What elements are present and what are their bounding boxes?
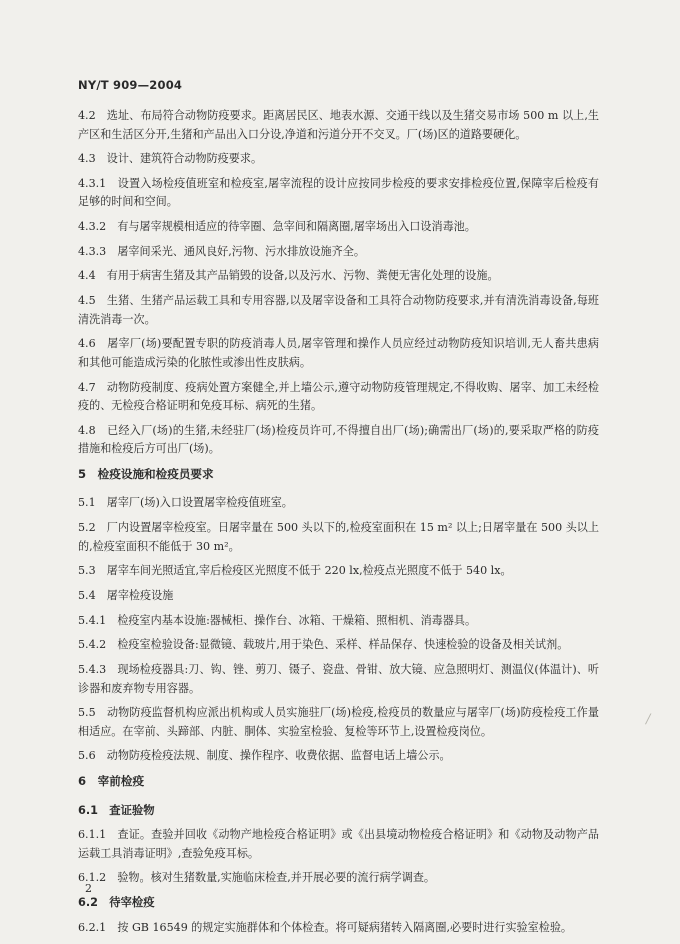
clause-paragraph: 4.8 已经入厂(场)的生猪,未经驻厂(场)检疫员许可,不得擅自出厂(场);确需出厂(场)的,要采取严格的防疫措施和检疫后方可出厂(场)。 (78, 423, 599, 456)
clause-paragraph: 6.2.1 按 GB 16549 的规定实施群体和个体检查。将可疑病猪转入隔离圈,必要时进行实验室检验。 (78, 920, 573, 934)
clause-paragraph: 5.4 屠宰检疫设施 (78, 588, 174, 602)
clause-paragraph: 5.1 屠宰厂(场)入口设置屠宰检疫值班室。 (78, 496, 293, 510)
clause-paragraph: 4.5 生猪、生猪产品运载工具和专用容器,以及屠宰设备和工具符合动物防疫要求,并有清洗消毒设备,每班清洗消毒一次。 (78, 294, 599, 326)
clause-paragraph: 4.3.1 设置入场检疫值班室和检疫室,屠宰流程的设计应按同步检疫的要求安排检疫位置,保障宰后检疫有足够的时间和空间。 (78, 176, 599, 209)
margin-mark: / (646, 712, 651, 727)
clause-paragraph: 5.5 动物防疫监督机构应派出机构或人员实施驻厂(场)检疫,检疫员的数量应与屠宰厂(场)防疫检疫工作量相适应。在宰前、头蹄部、内脏、胴体、实验室检验、复检等环节上,设置检疫岗位。 (78, 706, 599, 738)
clause-paragraph: 5.3 屠宰车间光照适宜,宰后检疫区光照度不低于 220 lx,检疫点光照度不低于 540 lx。 (78, 564, 512, 578)
standard-code: NY/T 909—2004 (78, 78, 183, 92)
clause-paragraph: 5.4.3 现场检疫器具:刀、钩、锉、剪刀、镊子、瓷盘、骨钳、放大镜、应急照明灯、测温仪(体温计)、听诊器和废弃物专用容器。 (78, 663, 599, 695)
clause-paragraph: 4.3.3 屠宰间采光、通风良好,污物、污水排放设施齐全。 (78, 244, 365, 258)
document-body (78, 107, 599, 944)
clause-paragraph: 5.6 动物防疫检疫法规、制度、操作程序、收费依据、监督电话上墙公示。 (78, 749, 451, 763)
section-heading: 6.1 查证验物 (78, 803, 155, 817)
section-heading: 5 检疫设施和检疫员要求 (78, 466, 214, 481)
page-number: 2 (85, 882, 92, 895)
clause-paragraph: 4.6 屠宰厂(场)要配置专职的防疫消毒人员,屠宰管理和操作人员应经过动物防疫知识培训,无人畜共患病和其他可能造成污染的化脓性或渗出性皮肤病。 (78, 337, 599, 369)
clause-paragraph: 4.2 选址、布局符合动物防疫要求。距离居民区、地表水源、交通干线以及生猪交易市场 500 m 以上,生产区和生活区分开,生猪和产品出入口分设,净道和污道分开不交叉。厂(场)区的道路要硬化。 (78, 109, 599, 141)
section-heading: 6 宰前检疫 (78, 774, 145, 789)
clause-paragraph: 4.7 动物防疫制度、疫病处置方案健全,并上墙公示,遵守动物防疫管理规定,不得收购、屠宰、加工未经检疫的、无检疫合格证明和免疫耳标、病死的生猪。 (78, 380, 599, 412)
clause-paragraph: 5.2 厂内设置屠宰检疫室。日屠宰量在 500 头以下的,检疫室面积在 15 m² 以上;日屠宰量在 500 头以上的,检疫室面积不能低于 30 m²。 (78, 521, 599, 553)
clause-paragraph: 5.4.2 检疫室检验设备:显微镜、载玻片,用于染色、采样、样品保存、快速检验的设备及相关试剂。 (78, 638, 569, 652)
clause-paragraph: 4.3 设计、建筑符合动物防疫要求。 (78, 152, 263, 166)
clause-paragraph: 4.4 有用于病害生猪及其产品销毁的设备,以及污水、污物、粪便无害化处理的设施。 (78, 269, 499, 283)
clause-paragraph: 6.1.2 验物。核对生猪数量,实施临床检查,并开展必要的流行病学调查。 (78, 871, 436, 885)
section-heading: 6.2 待宰检疫 (78, 896, 155, 910)
clause-paragraph: 4.3.2 有与屠宰规模相适应的待宰圈、急宰间和隔离圈,屠宰场出入口设消毒池。 (78, 220, 476, 234)
clause-paragraph: 6.1.1 查证。查验并回收《动物产地检疫合格证明》或《出县境动物检疫合格证明》和《动物及动物产品运载工具消毒证明》,查验免疫耳标。 (78, 828, 599, 860)
clause-paragraph: 5.4.1 检疫室内基本设施:器械柜、操作台、冰箱、干燥箱、照相机、消毒器具。 (78, 613, 477, 627)
